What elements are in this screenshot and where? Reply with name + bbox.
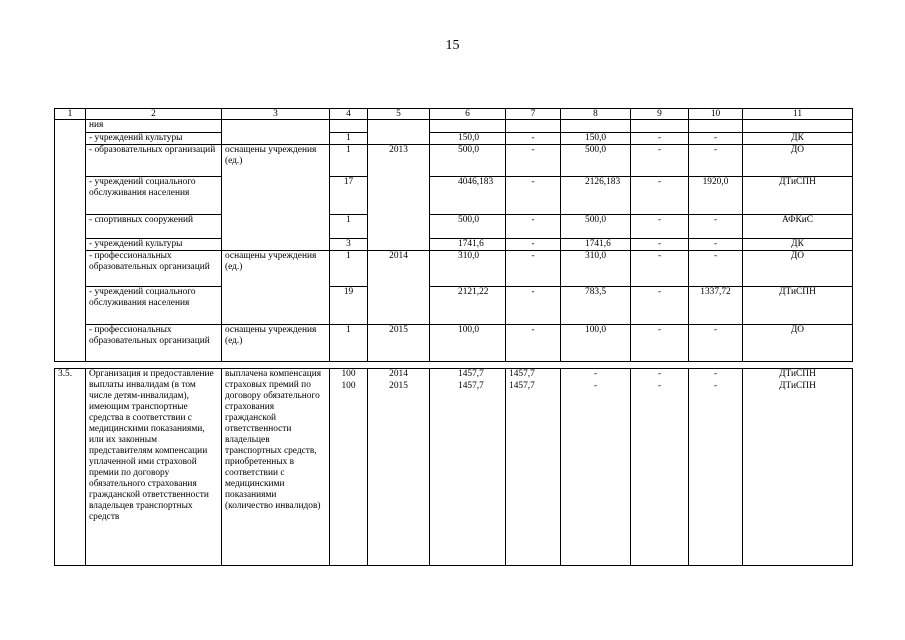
row-executor: ДО (743, 325, 853, 362)
row-qty: 1 (330, 145, 368, 177)
row-year: 2013 (368, 145, 430, 251)
header-cell-4: 4 (330, 109, 368, 120)
row-local: - (631, 287, 689, 325)
row-qty: 17 (330, 177, 368, 215)
row-reg: 2126,183 (561, 177, 631, 215)
header-row (55, 109, 853, 120)
row-reg: 783,5 (561, 287, 631, 325)
row-fed: - (506, 133, 561, 145)
row-fed: - (506, 177, 561, 215)
row-other: - (689, 325, 743, 362)
item-number-cell (55, 120, 86, 362)
row-executor: ДТиСПН (743, 381, 853, 566)
row-name: - профессиональных образовательных организаций (86, 325, 222, 362)
header-cell-3: 3 (222, 109, 330, 120)
row-year: 2014 (368, 369, 430, 381)
table-row (55, 177, 853, 215)
header-cell-7: 7 (506, 109, 561, 120)
row-indicator: оснащены учреждения (ед.) (222, 325, 330, 362)
item-number: 3.5. (55, 369, 86, 566)
row-fed: - (506, 145, 561, 177)
item-name: Организация и предоставление выплаты инвалидам (в том числе детям-инвалидам), имеющим транспортные средства в соответствии с медицинскими показаниями, или их законным представителям компенсации уплаченной ими страховой премии по договору обязательного страхования гражданской ответственности владельцев транспортных средств (86, 369, 222, 566)
row-year: 2015 (368, 325, 430, 362)
row-total: 500,0 (430, 215, 506, 239)
row-indicator: оснащены учреждения (ед.) (222, 145, 330, 251)
header-cell-2: 2 (86, 109, 222, 120)
row-total: 150,0 (430, 133, 506, 145)
row-qty: 3 (330, 239, 368, 251)
header-cell-10: 10 (689, 109, 743, 120)
row-fed: - (506, 325, 561, 362)
row-name: - учреждений социального обслуживания населения (86, 177, 222, 215)
row-total: 4046,183 (430, 177, 506, 215)
row-name: - профессиональных образовательных организаций (86, 251, 222, 287)
row-other (689, 120, 743, 133)
row-reg: 100,0 (561, 325, 631, 362)
row-total: 500,0 (430, 145, 506, 177)
row-fed: 1457,7 (506, 369, 561, 381)
row-total: 1457,7 (430, 381, 506, 566)
row-fed: - (506, 215, 561, 239)
row-total: 1457,7 (430, 369, 506, 381)
row-reg: - (561, 381, 631, 566)
row-reg: 150,0 (561, 133, 631, 145)
row-other: - (689, 133, 743, 145)
row-local: - (631, 251, 689, 287)
row-qty (330, 120, 368, 133)
program-table (54, 108, 853, 362)
table-row (55, 287, 853, 325)
row-year: 2014 (368, 251, 430, 325)
row-qty: 100 (330, 369, 368, 381)
header-cell-1: 1 (55, 109, 86, 120)
table-row (55, 133, 853, 145)
row-name: - учреждений культуры (86, 133, 222, 145)
row-total: 1741,6 (430, 239, 506, 251)
row-total (430, 120, 506, 133)
row-other: - (689, 145, 743, 177)
row-year: 2015 (368, 381, 430, 566)
row-local (631, 120, 689, 133)
row-local: - (631, 239, 689, 251)
row-executor: ДК (743, 239, 853, 251)
row-other: - (689, 239, 743, 251)
header-cell-5: 5 (368, 109, 430, 120)
row-qty: 1 (330, 251, 368, 287)
header-cell-11: 11 (743, 109, 853, 120)
row-indicator (222, 120, 330, 145)
page-number: 15 (445, 38, 460, 53)
row-other: - (689, 369, 743, 381)
header-cell-8: 8 (561, 109, 631, 120)
row-local: - (631, 215, 689, 239)
row-name: - образовательных организаций (86, 145, 222, 177)
row-executor (743, 120, 853, 133)
item-indicator: выплачена компенсация страховых премий по договору обязательного страхования гражданской ответственности владельцев транспортных средств, приобретенных в соответствии с медицинскими показаниями (количество инвалидов) (222, 369, 330, 566)
row-reg: 1741,6 (561, 239, 631, 251)
row-reg: - (561, 369, 631, 381)
row-fed (506, 120, 561, 133)
row-other: - (689, 381, 743, 566)
row-name: - спортивных сооружений (86, 215, 222, 239)
row-other: 1920,0 (689, 177, 743, 215)
row-local: - (631, 133, 689, 145)
row-executor: ДО (743, 145, 853, 177)
row-fed: 1457,7 (506, 381, 561, 566)
header-cell-9: 9 (631, 109, 689, 120)
row-name: ния (86, 120, 222, 133)
row-fed: - (506, 287, 561, 325)
row-executor: ДК (743, 133, 853, 145)
row-other: - (689, 215, 743, 239)
row-total: 310,0 (430, 251, 506, 287)
row-executor: ДО (743, 251, 853, 287)
row-local: - (631, 381, 689, 566)
row-local: - (631, 369, 689, 381)
table-row (55, 120, 853, 133)
row-reg: 310,0 (561, 251, 631, 287)
row-qty: 1 (330, 325, 368, 362)
row-other: - (689, 251, 743, 287)
row-executor: АФКиС (743, 215, 853, 239)
row-total: 100,0 (430, 325, 506, 362)
row-reg (561, 120, 631, 133)
row-name: - учреждений культуры (86, 239, 222, 251)
row-year (368, 120, 430, 145)
row-reg: 500,0 (561, 145, 631, 177)
row-executor: ДТиСПН (743, 369, 853, 381)
row-indicator: оснащены учреждения (ед.) (222, 251, 330, 325)
row-qty: 1 (330, 215, 368, 239)
row-other: 1337,72 (689, 287, 743, 325)
row-local: - (631, 145, 689, 177)
row-total: 2121,22 (430, 287, 506, 325)
table-row (55, 145, 853, 177)
table-row (55, 239, 853, 251)
row-fed: - (506, 251, 561, 287)
table-row (55, 215, 853, 239)
row-local: - (631, 325, 689, 362)
row-executor: ДТиСПН (743, 287, 853, 325)
row-fed: - (506, 239, 561, 251)
row-name: - учреждений социального обслуживания населения (86, 287, 222, 325)
row-executor: ДТиСПН (743, 177, 853, 215)
header-cell-6: 6 (430, 109, 506, 120)
row-qty: 1 (330, 133, 368, 145)
row-qty: 19 (330, 287, 368, 325)
item-3-5-table (54, 368, 853, 566)
table-row (55, 251, 853, 287)
row-local: - (631, 177, 689, 215)
table-row (55, 369, 853, 381)
row-qty: 100 (330, 381, 368, 566)
table-row (55, 325, 853, 362)
row-reg: 500,0 (561, 215, 631, 239)
